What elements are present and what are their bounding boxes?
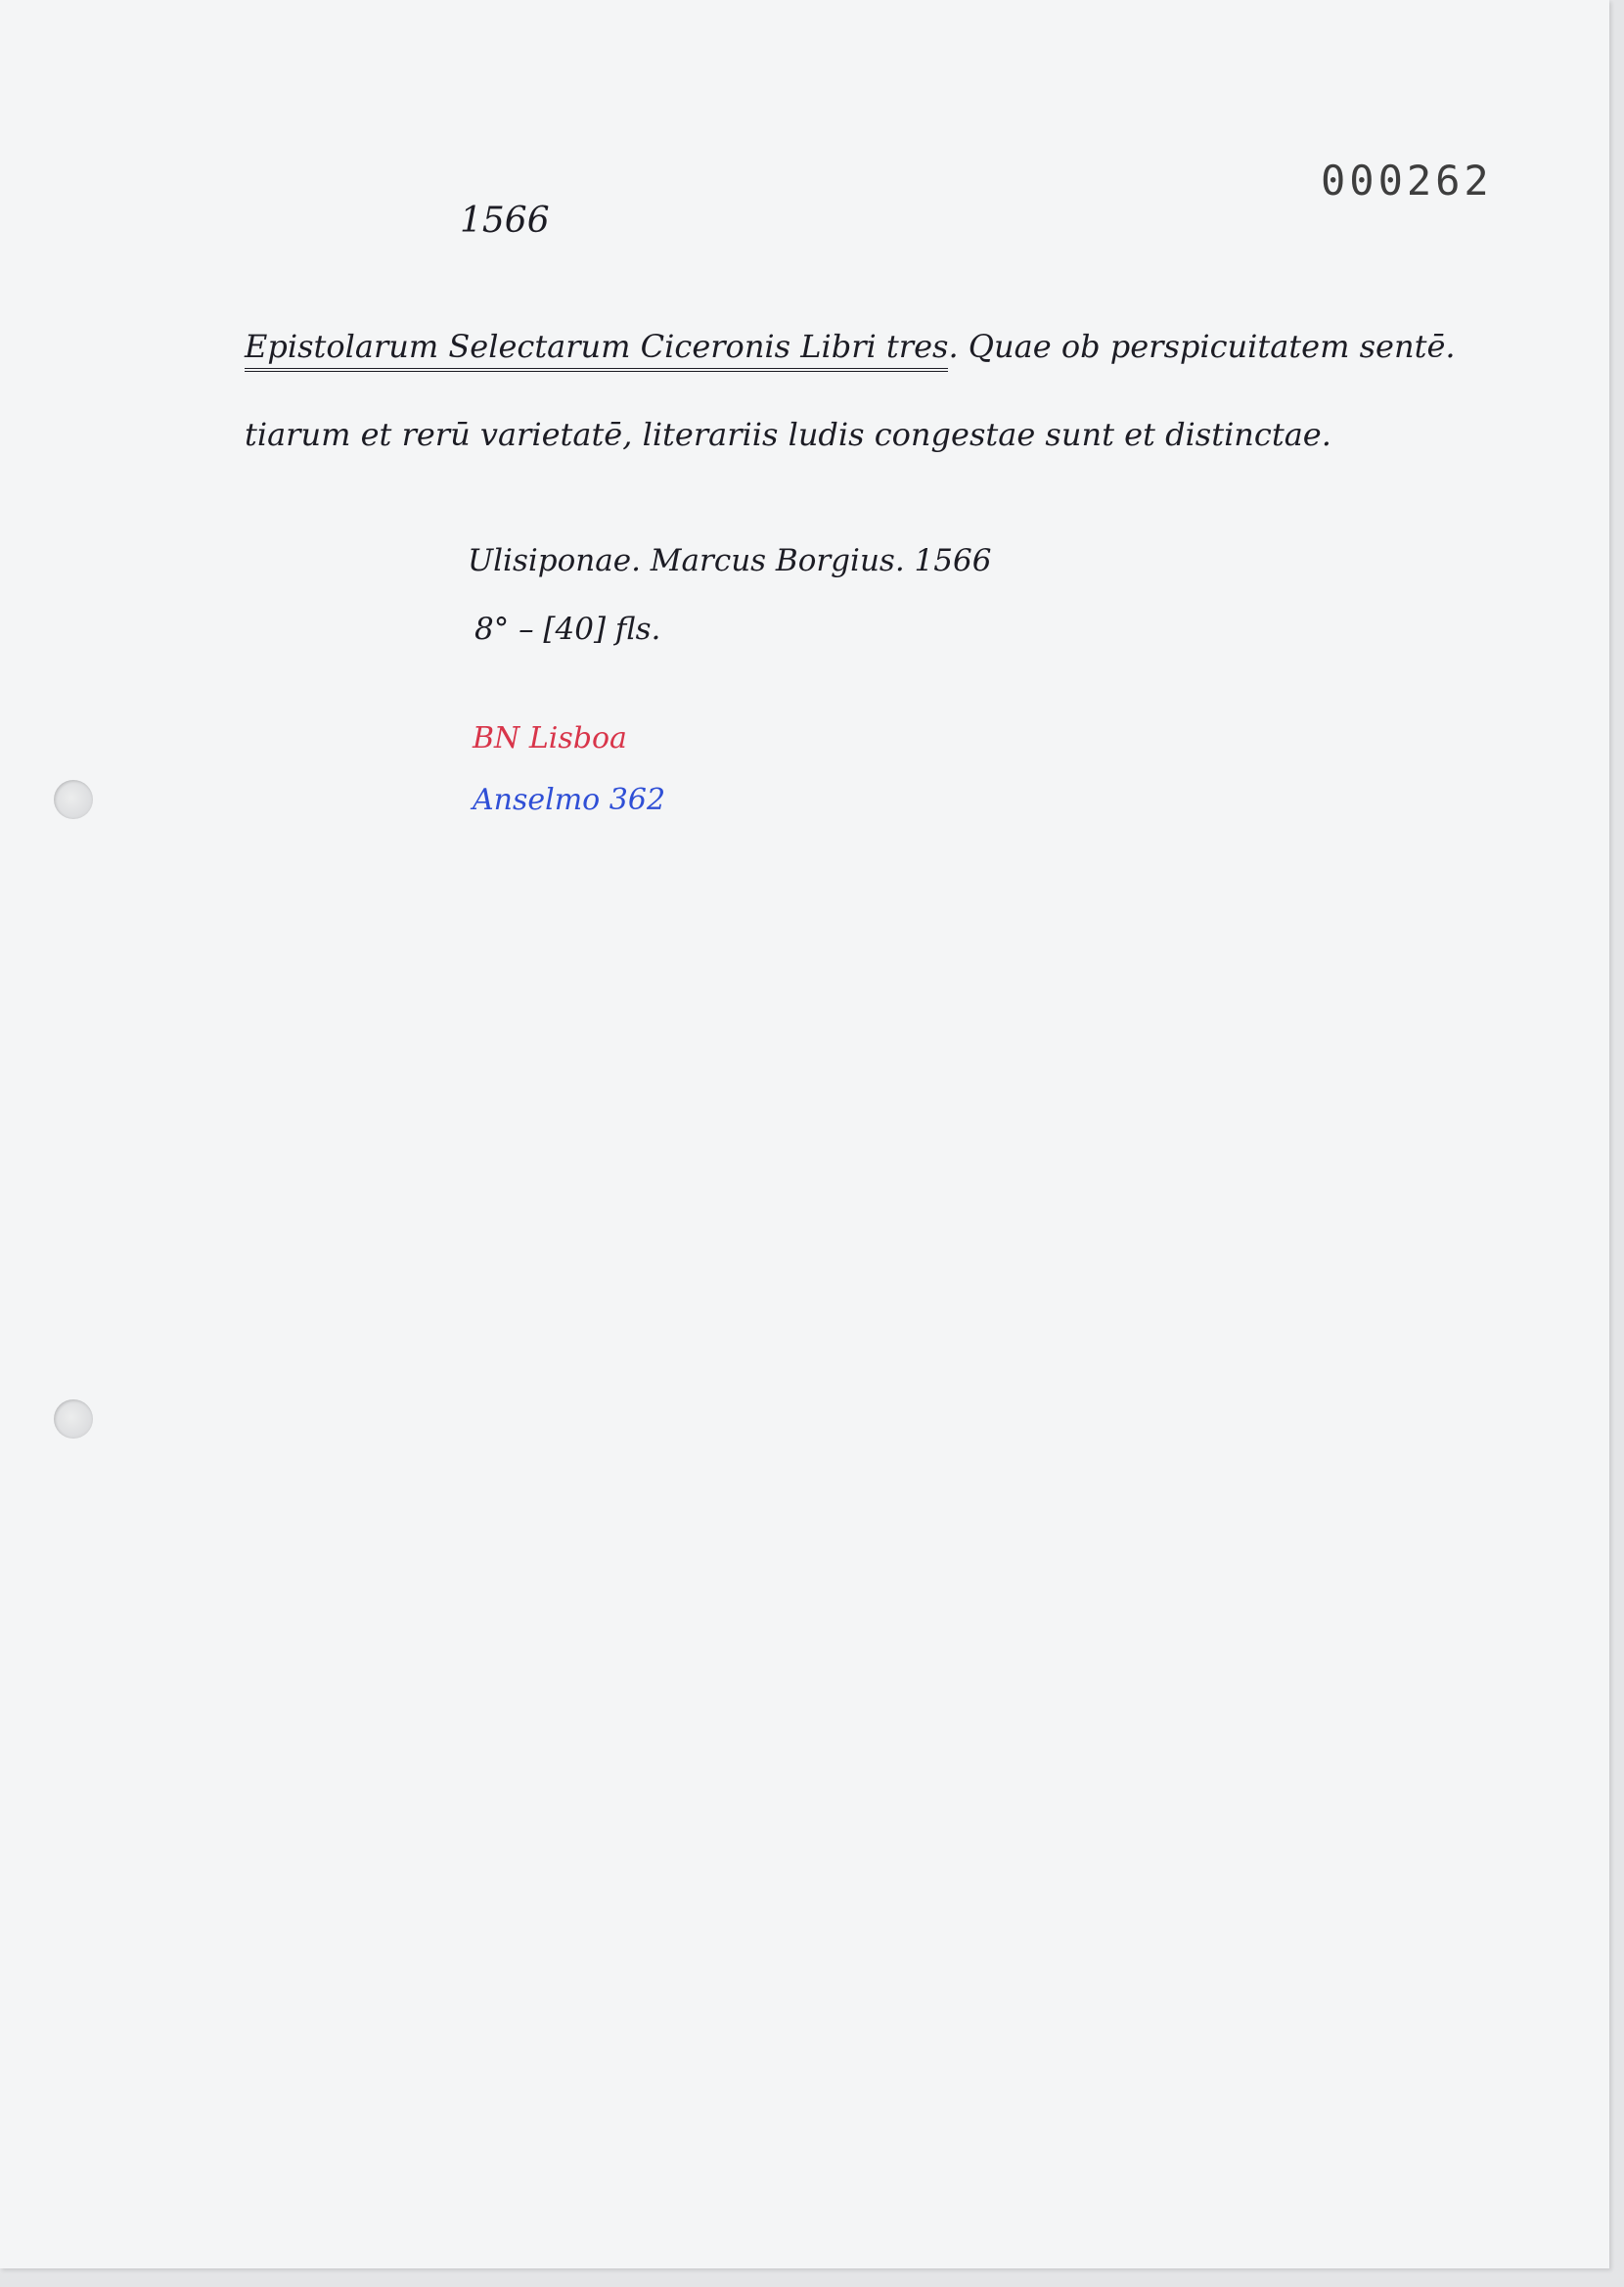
stamp-number: 000262 [1321,157,1493,205]
holding-library: BN Lisboa [473,721,627,755]
title-underlined: Epistolarum Selectarum Ciceronis Libri tres [245,328,948,372]
punch-hole-bottom [54,1399,93,1439]
title-line-1 [245,328,1456,372]
year-heading: 1566 [460,201,550,241]
title-line-2: tiarum et rerū varietatē, literariis ludis congestae sunt et distinctae. [245,416,1331,453]
imprint: Ulisiponae. Marcus Borgius. 1566 [468,543,992,578]
punch-hole-top [54,780,93,819]
bibliographic-reference: Anselmo 362 [473,783,666,817]
collation: 8° – [40] fls. [474,612,661,647]
title-continuation: . Quae ob perspicuitatem sentē. [948,328,1456,365]
